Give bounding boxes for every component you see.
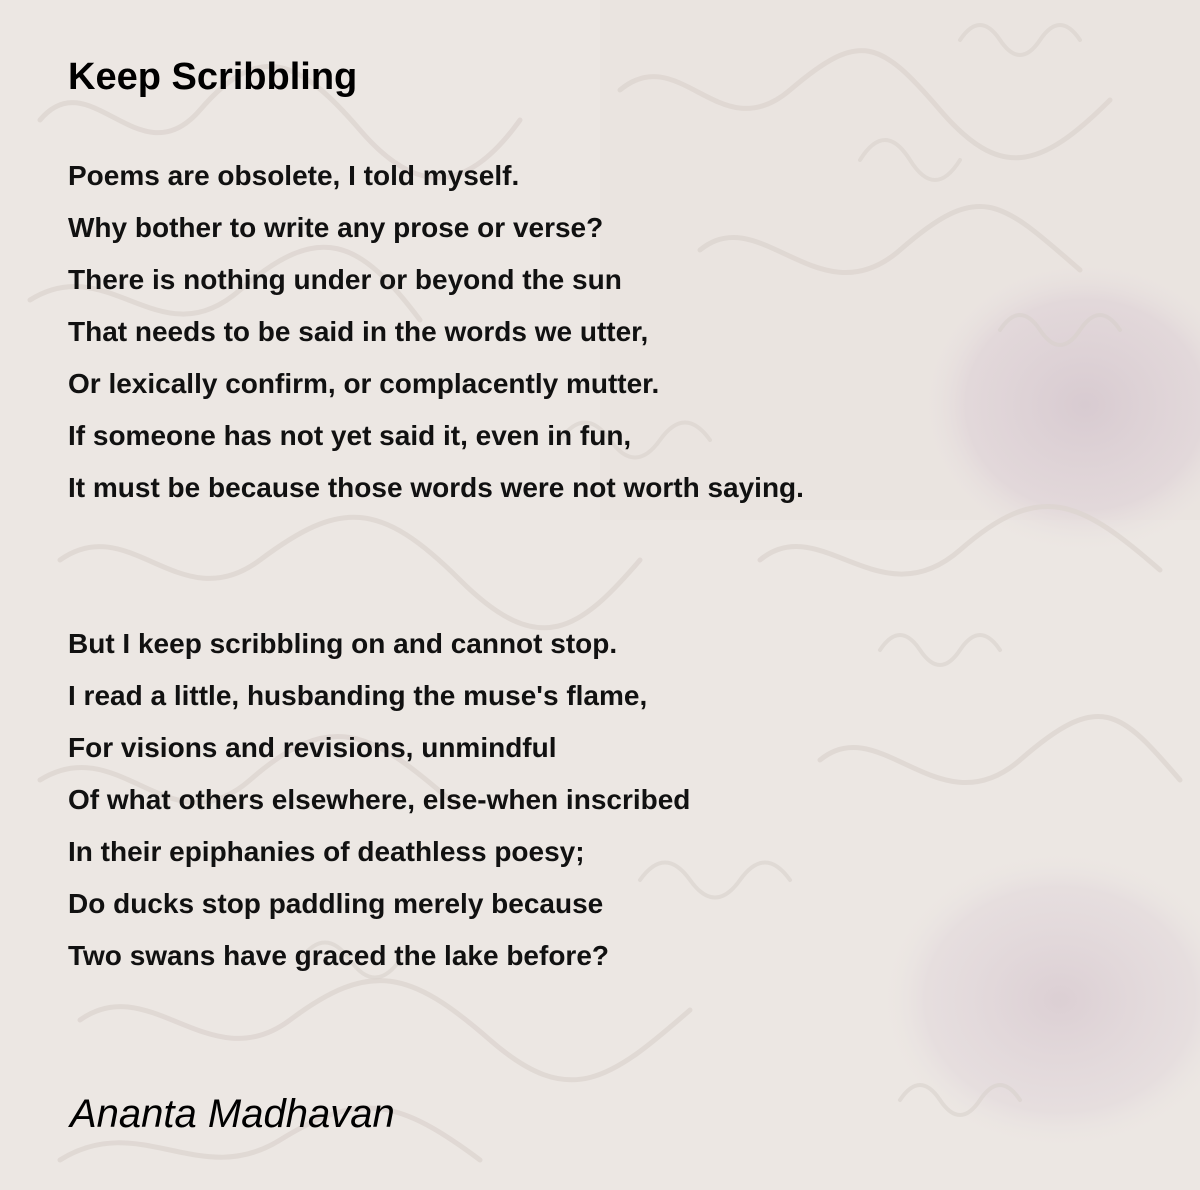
- poem-line: Poems are obsolete, I told myself.: [68, 160, 520, 191]
- poem-line: Two swans have graced the lake before?: [68, 940, 609, 971]
- stanza-2: [68, 618, 690, 982]
- poem-line: But I keep scribbling on and cannot stop.: [68, 628, 618, 659]
- poem-line: For visions and revisions, unmindful: [68, 732, 557, 763]
- poem-author: Ananta Madhavan: [70, 1092, 395, 1136]
- poem-line: In their epiphanies of deathless poesy;: [68, 836, 585, 867]
- poem-line: That needs to be said in the words we utter,: [68, 316, 649, 347]
- poem-line: Do ducks stop paddling merely because: [68, 888, 604, 919]
- poem-line: There is nothing under or beyond the sun: [68, 264, 622, 295]
- poem-line: Of what others elsewhere, else-when inscribed: [68, 784, 691, 815]
- stanza-1: [68, 150, 804, 514]
- poem-line: Why bother to write any prose or verse?: [68, 212, 604, 243]
- poem-line: It must be because those words were not worth saying.: [68, 472, 804, 503]
- poem-title: Keep Scribbling: [68, 56, 358, 98]
- poem-line: I read a little, husbanding the muse's flame,: [68, 680, 648, 711]
- poem-line: Or lexically confirm, or complacently mutter.: [68, 368, 660, 399]
- poem-line: If someone has not yet said it, even in fun,: [68, 420, 632, 451]
